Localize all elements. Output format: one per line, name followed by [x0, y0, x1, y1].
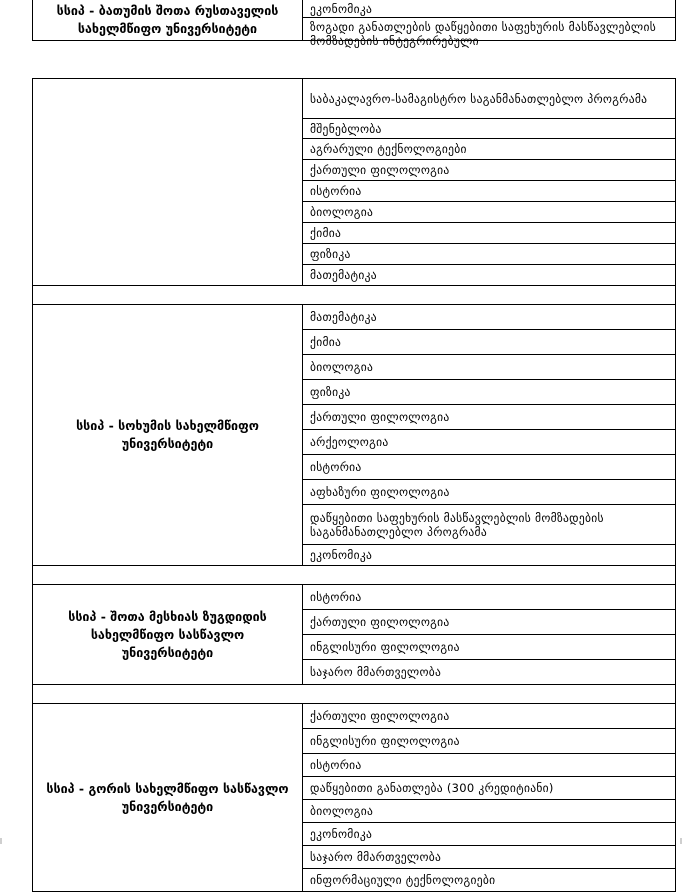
table-row	[33, 79, 676, 119]
program-cell: საბაკალავრო-სამაგისტრო საგანმანათლებლო პროგრამა	[303, 79, 676, 119]
table-row	[33, 585, 676, 610]
program-cell: ისტორია	[303, 455, 676, 480]
program-cell: ისტორია	[303, 181, 676, 202]
program-cell: აგრარული ტექნოლოგიები	[303, 139, 676, 160]
program-cell: ბიოლოგია	[303, 800, 676, 823]
program-cell: ინფორმაციული ტექნოლოგიები	[303, 869, 676, 892]
program-cell	[303, 18, 676, 48]
program-cell: ქიმია	[303, 223, 676, 244]
university-name-cell-empty	[33, 79, 303, 286]
program-cell: ისტორია	[303, 585, 676, 610]
table-row	[33, 0, 676, 18]
program-cell: ფიზიკა	[303, 244, 676, 265]
spacer-row	[33, 685, 676, 704]
program-cell: ბიოლოგია	[303, 202, 676, 223]
program-cell: ქიმია	[303, 330, 676, 355]
university-name-cell: სსიპ - გორის სახელმწიფო სასწავლო უნივერსიტეტი	[33, 704, 303, 892]
spacer-cell	[33, 685, 676, 704]
program-cell: მათემატიკა	[303, 265, 676, 286]
program-cell: ეკონომიკა	[303, 0, 676, 18]
scan-edge-mark	[680, 838, 682, 844]
program-cell: ფიზიკა	[303, 380, 676, 405]
program-cell: ქართული ფილოლოგია	[303, 405, 676, 430]
program-cell: ქართული ფილოლოგია	[303, 160, 676, 181]
university-name-cell: სსიპ - შოთა მესხიას ზუგდიდის სახელმწიფო სასწავლო უნივერსიტეტი	[33, 585, 303, 685]
program-cell: დაწყებითი საფეხურის მასწავლებლის მომზადების საგანმანათლებლო პროგრამა	[303, 505, 676, 545]
program-cell: ქართული ფილოლოგია	[303, 704, 676, 729]
spacer-row	[33, 286, 676, 305]
program-cell: ბიოლოგია	[303, 355, 676, 380]
program-cell: ინგლისური ფილოლოგია	[303, 635, 676, 660]
program-cell: ისტორია	[303, 754, 676, 777]
program-cell: საჯარო მმართველობა	[303, 660, 676, 685]
program-cell: არქეოლოგია	[303, 430, 676, 455]
spacer-cell	[33, 286, 676, 305]
program-cell: მშენებლობა	[303, 119, 676, 139]
universities-table-top-fragment	[32, 0, 676, 48]
program-cell: ინგლისური ფილოლოგია	[303, 729, 676, 754]
scan-edge-mark	[0, 838, 2, 844]
university-name-cell: სსიპ - სოხუმის სახელმწიფო უნივერსიტეტი	[33, 305, 303, 566]
spacer-cell	[33, 566, 676, 585]
program-cell: საჯარო მმართველობა	[303, 846, 676, 869]
program-text: ზოგადი განათლების დაწყებითი საფეხურის მასწავლებლის მომზადების ინტეგრირებული	[310, 20, 657, 48]
table-row	[33, 704, 676, 729]
program-cell: ეკონომიკა	[303, 545, 676, 566]
spacer-row	[33, 566, 676, 585]
program-cell: მათემატიკა	[303, 305, 676, 330]
table-row	[33, 305, 676, 330]
program-cell: ეკონომიკა	[303, 823, 676, 846]
program-cell: დაწყებითი განათლება (300 კრედიტიანი)	[303, 777, 676, 800]
program-cell: ქართული ფილოლოგია	[303, 610, 676, 635]
universities-table	[32, 78, 676, 892]
program-cell: აფხაზური ფილოლოგია	[303, 480, 676, 505]
university-name-cell: სსიპ - ბათუმის შოთა რუსთაველის სახელმწიფო უნივერსიტეტი	[33, 0, 303, 41]
